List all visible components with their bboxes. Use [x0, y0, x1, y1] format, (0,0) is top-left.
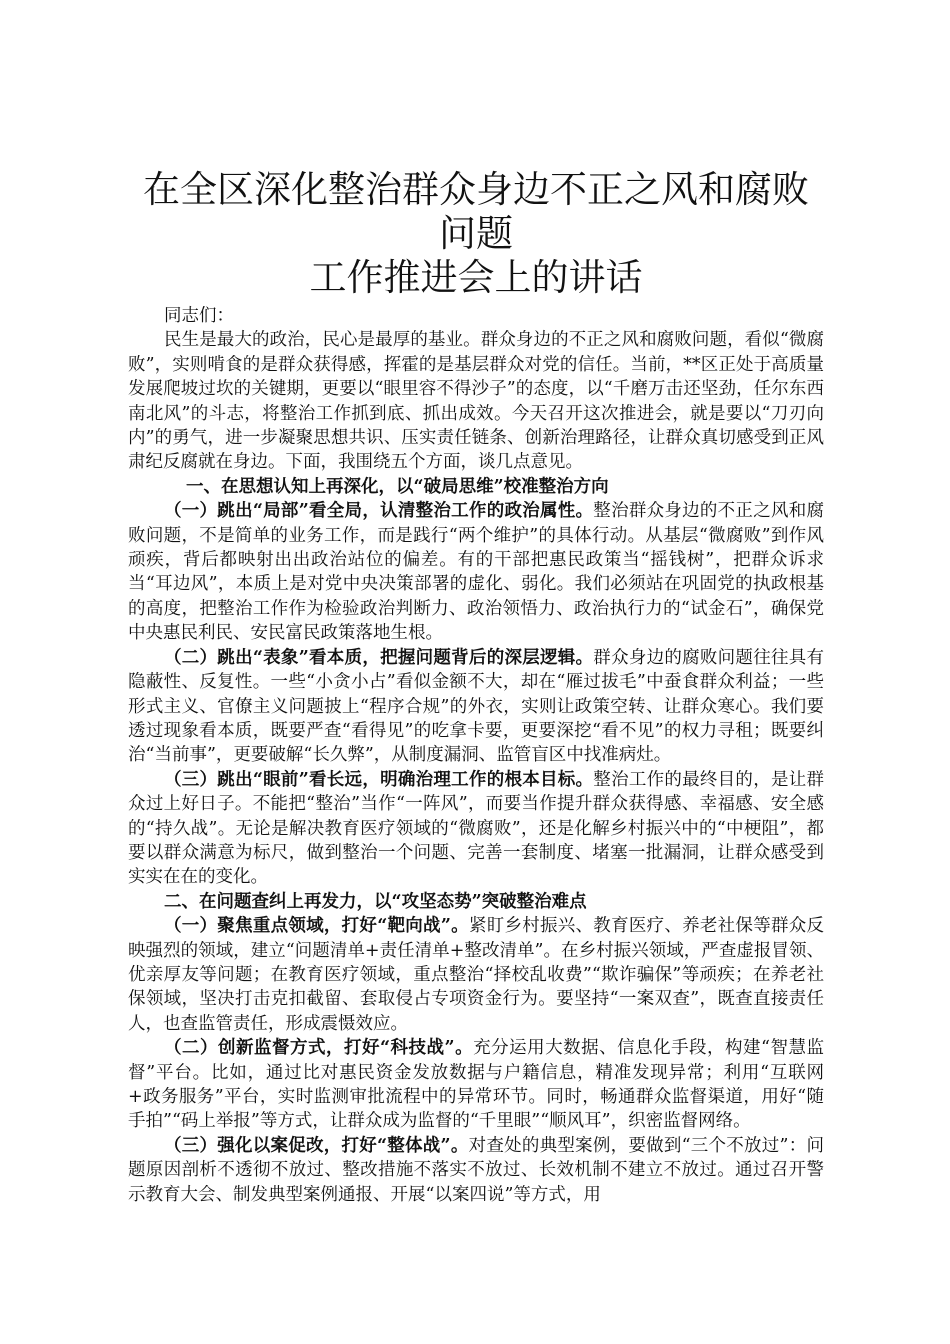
section-1-item-3 — [128, 768, 824, 890]
section-heading-2: 二、在问题查纠上再发力，以“攻坚态势”突破整治难点 — [164, 891, 587, 912]
section-2-item-1 — [128, 914, 824, 1036]
title-line-1: 在全区深化整治群众身边不正之风和腐败问题 — [143, 168, 809, 255]
item-text: 紧盯乡村振兴、教育医疗、养老社保等群众反映强烈的领域，建立“问题清单+责任清单+整改清单”。在乡村振兴领域，严查虚报冒领、优亲厚友等问题；在教育医疗领域，重点整治“择校乱收费”“欺诈骗保”等顽疾；在养老社保领域，坚决打击克扣截留、套取侵占专项资金行为。要坚持“一案双查”，既查直接责任人，也查监管责任，形成震慑效应。 — [128, 916, 824, 1034]
item-text: 群众身边的腐败问题往往具有隐蔽性、反复性。一些“小贪小占”看似金额不大，却在“雁过拔毛”中蚕食群众利益；一些形式主义、官僚主义问题披上“程序合规”的外衣，实则让政策空转、让群众寒心。我们要透过现象看本质，既要严查“看得见”的吃拿卡要，更要深挖“看不见”的权力寻租；既要纠治“当前事”，更要破解“长久弊”，从制度漏洞、监管盲区中找准病灶。 — [128, 647, 824, 766]
item-lead: （三）跳出“眼前”看长远，明确治理工作的根本目标。 — [164, 769, 594, 790]
section-1-item-1 — [128, 499, 824, 645]
document-title — [128, 168, 824, 300]
item-text: 对查处的典型案例，要做到“三个不放过”：问题原因剖析不透彻不放过、整改措施不落实不放过、长效机制不建立不放过。通过召开警示教育大会、制发典型案例通报、开展“以案四说”等方式，用 — [128, 1135, 824, 1205]
item-lead: （一）聚焦重点领域，打好“靶向战”。 — [164, 916, 469, 937]
salutation: 同志们： — [164, 306, 234, 326]
item-lead: （一）跳出“局部”看全局，认清整治工作的政治属性。 — [164, 501, 594, 522]
title-line-2: 工作推进会上的讲话 — [309, 256, 643, 299]
section-heading-1: 一、在思想认知上再深化，以“破局思维”校准整治方向 — [186, 476, 609, 497]
section-2-item-3 — [128, 1134, 824, 1207]
document-page — [128, 168, 824, 1207]
item-text: 整治工作的最终目的，是让群众过上好日子。不能把“整治”当作“一阵风”，而要当作提升群众获得感、幸福感、安全感的“持久战”。无论是解决教育医疗领域的“微腐败”，还是化解乡村振兴中的“中梗阻”，都要以群众满意为标尺，做到整治一个问题、完善一套制度、堵塞一批漏洞，让群众感受到实实在在的变化。 — [128, 769, 824, 888]
item-text: 充分运用大数据、信息化手段，构建“智慧监督”平台。比如，通过比对惠民资金发放数据与户籍信息，精准发现异常；利用“互联网+政务服务”平台，实时监测审批流程中的异常环节。同时，畅通群众监督渠道，用好“随手拍”“码上举报”等方式，让群众成为监督的“千里眼”“顺风耳”，织密监督网络。 — [128, 1038, 824, 1132]
intro-paragraph: 民生是最大的政治，民心是最厚的基业。群众身边的不正之风和腐败问题，看似“微腐败”，实则啃食的是群众获得感，挥霍的是基层群众对党的信任。当前，**区正处于高质量发展爬坡过坎的关键期，更要以“眼里容不得沙子”的态度，以“千磨万击还坚劲，任尔东西南北风”的斗志，将整治工作抓到底、抓出成效。今天召开这次推进会，就是要以“刀刃向内”的勇气，进一步凝聚思想共识、压实责任链条、创新治理路径，让群众真切感受到正风肃纪反腐就在身边。下面，我围绕五个方面，谈几点意见。 — [128, 330, 824, 473]
item-text: 整治群众身边的不正之风和腐败问题，不是简单的业务工作，而是践行“两个维护”的具体行动。从基层“微腐败”到作风顽疾，背后都映射出出政治站位的偏差。有的干部把惠民政策当“摇钱树”，把群众诉求当“耳边风”，本质上是对党中央决策部署的虚化、弱化。我们必须站在巩固党的执政根基的高度，把整治工作作为检验政治判断力、政治领悟力、政治执行力的“试金石”，确保党中央惠民利民、安民富民政策落地生根。 — [128, 501, 824, 644]
section-2-item-2 — [128, 1036, 824, 1134]
section-1-item-2 — [128, 646, 824, 768]
item-lead: （二）跳出“表象”看本质，把握问题背后的深层逻辑。 — [164, 647, 594, 668]
item-lead: （三）强化以案促改，打好“整体战”。 — [164, 1135, 469, 1156]
item-lead: （二）创新监督方式，打好“科技战”。 — [164, 1038, 474, 1059]
